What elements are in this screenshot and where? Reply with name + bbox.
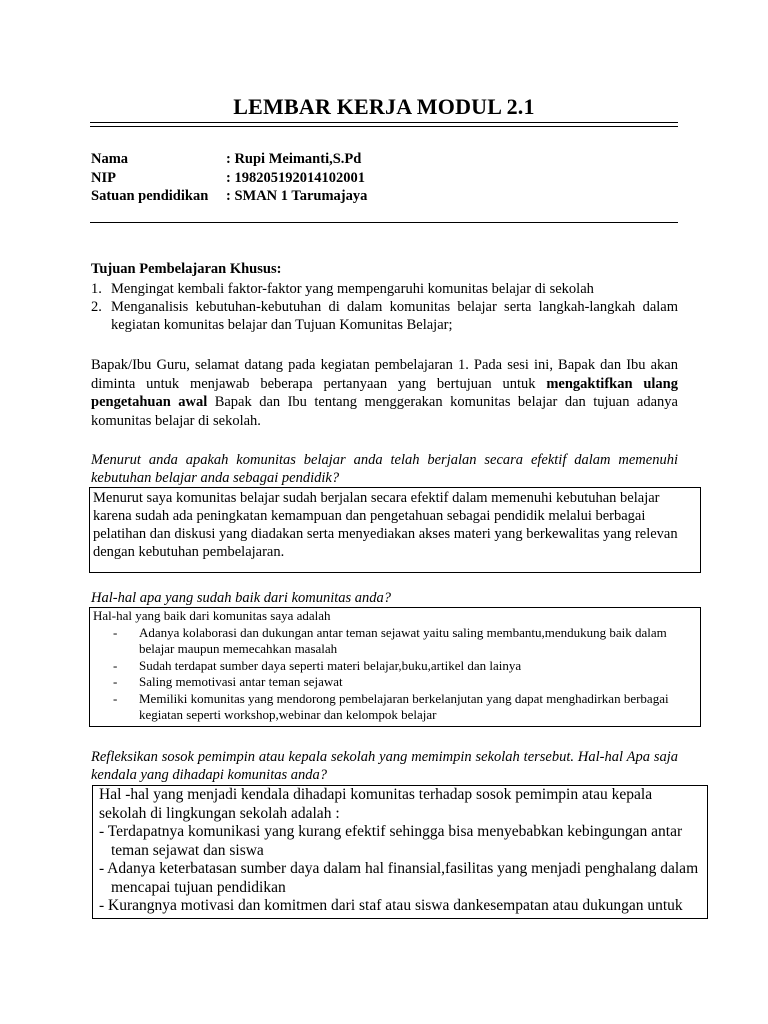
answer-2-intro: Hal-hal yang baik dari komunitas saya adalah — [93, 608, 331, 623]
list-dash: - — [113, 674, 118, 689]
name-label: Nama — [91, 151, 129, 167]
list-dash: - — [113, 690, 118, 706]
list-item — [113, 625, 697, 658]
list-dash: - — [113, 657, 118, 673]
question-1: Menurut anda apakah komunitas belajar anda telah berjalan secara efektif dalam memenuhi kebutuhan belajar anda sebagai pendidik? — [91, 452, 678, 486]
objective-item — [91, 280, 678, 298]
identity-row-nip — [91, 169, 367, 188]
nip-label: NIP — [91, 169, 116, 186]
list-item — [113, 691, 697, 724]
list-item-text: Adanya kolaborasi dan dukungan antar teman sejawat yaitu saling membantu,mendukung baik dalam belajar maupun memecahkan masalah — [139, 624, 667, 656]
objective-number: 2. — [91, 299, 102, 315]
identity-row-name — [91, 150, 367, 169]
answer-box-1 — [89, 487, 701, 573]
name-value: : Rupi Meimanti,S.Pd — [226, 151, 362, 167]
question-3: Refleksikan sosok pemimpin atau kepala sekolah yang memimpin sekolah tersebut. Hal-hal Apa saja kendala yang dihadapi komunitas anda? — [91, 749, 678, 783]
answer-3-intro: Hal -hal yang menjadi kendala dihadapi komunitas terhadap sosok pemimpin atau kepala sekolah di lingkungan sekolah adalah : — [99, 786, 653, 822]
answer-box-2 — [89, 607, 701, 727]
identity-divider — [90, 222, 678, 223]
question-2: Hal-hal apa yang sudah baik dari komunitas anda? — [91, 590, 392, 606]
list-item: - Terdapatnya komunikasi yang kurang efektif sehingga bisa menyebabkan kebingungan antar teman sejawat dan siswa — [99, 823, 683, 859]
list-item: - Kurangnya motivasi dan komitmen dari staf atau siswa dankesempatan atau dukungan untuk — [99, 897, 683, 914]
intro-bold-text: mengaktifkan ulang pengetahuan awal — [91, 375, 678, 410]
identity-row-school — [91, 187, 367, 206]
intro-text-1: Bapak/Ibu Guru, selamat datang pada kegiatan pembelajaran 1. Pada sesi ini, Bapak dan Ibu akan diminta untuk menjawab beberapa pertanyaan yang bertujuan untuk — [91, 357, 678, 392]
objectives-heading: Tujuan Pembelajaran Khusus: — [91, 261, 282, 277]
objective-item — [91, 298, 678, 334]
intro-text-2: Bapak dan Ibu tentang menggerakan komunitas belajar dan tujuan adanya komunitas belajar di sekolah. — [91, 394, 678, 429]
school-label: Satuan pendidikan — [91, 188, 209, 204]
objective-text: Menganalisis kebutuhan-kebutuhan di dalam komunitas belajar serta langkah-langkah dalam kegiatan komunitas belajar dan Tujuan Komunitas Belajar; — [111, 299, 678, 333]
nip-value: : 198205192014102001 — [226, 169, 365, 186]
objective-text: Mengingat kembali faktor-faktor yang mempengaruhi komunitas belajar di sekolah — [111, 281, 594, 297]
list-item: - Adanya keterbatasan sumber daya dalam hal finansial,fasilitas yang menjadi penghalang dalam mencapai tujuan pendidikan — [99, 860, 699, 896]
identity-block — [91, 150, 367, 206]
answer-1-text: Menurut saya komunitas belajar sudah berjalan secara efektif dalam memenuhi kebutuhan belajar karena sudah ada peningkatan kemampuan dan pengetahuan sebagai pendidik melalui berbagai pelatihan dan diskusi yang diadakan serta menyediakan akses materi yang berkewalitas yang relevan dengan kebutuhan pembelajaran. — [93, 490, 678, 560]
list-item-text: Saling memotivasi antar teman sejawat — [139, 674, 343, 689]
list-item-text: Sudah terdapat sumber daya seperti materi belajar,buku,artikel dan lainya — [139, 657, 522, 673]
answer-box-3 — [92, 785, 708, 919]
list-item — [113, 658, 697, 675]
page-title: LEMBAR KERJA MODUL 2.1 — [233, 94, 535, 119]
list-dash: - — [113, 624, 118, 640]
title-double-rule — [90, 122, 678, 127]
list-item-text: Memiliki komunitas yang mendorong pembelajaran berkelanjutan yang dapat menghadirkan berbagai kegiatan seperti workshop,webinar dan kelompok belajar — [139, 690, 669, 722]
intro-paragraph — [91, 356, 678, 430]
school-value: : SMAN 1 Tarumajaya — [226, 188, 368, 204]
objective-number: 1. — [91, 281, 102, 297]
list-item — [113, 674, 697, 691]
objectives-list — [91, 280, 678, 334]
